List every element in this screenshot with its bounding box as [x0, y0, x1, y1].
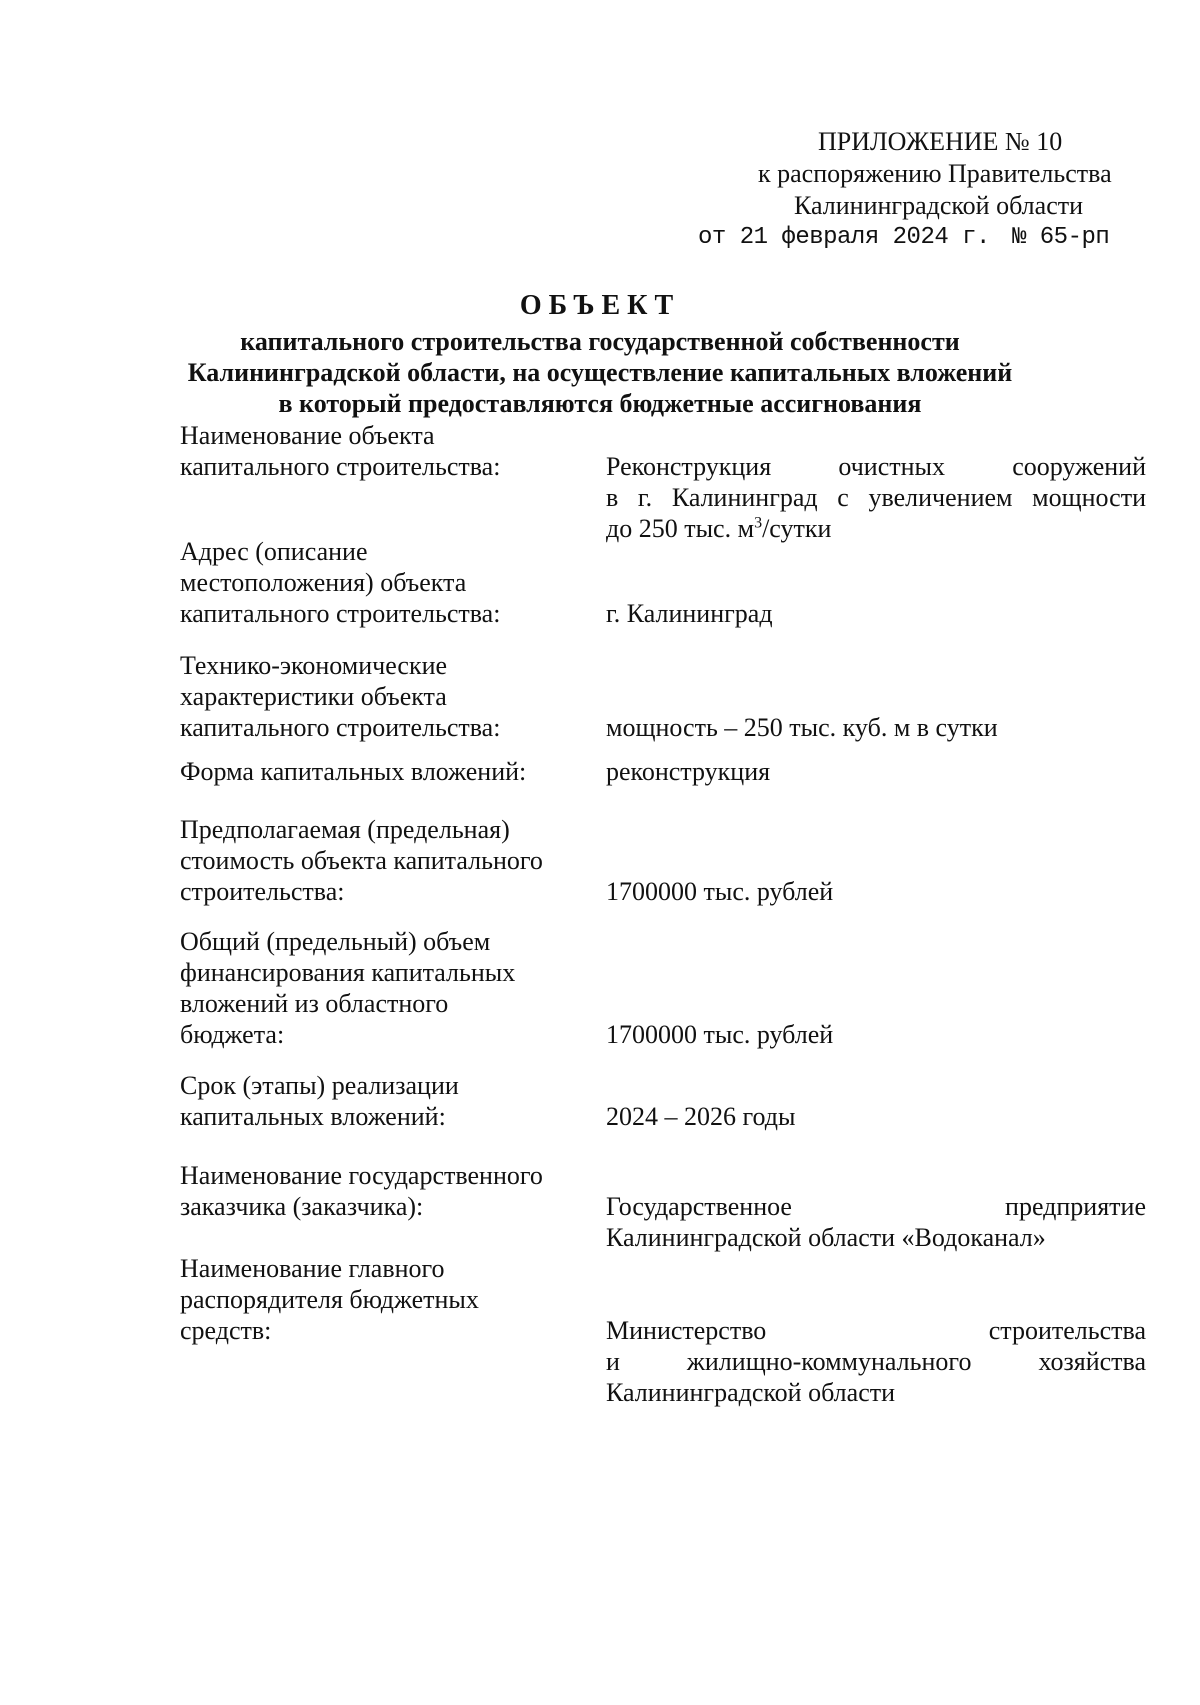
title-line-2: Калининградской области, на осуществление капитальных вложений [187, 358, 1013, 387]
field-value: реконструкция [606, 757, 771, 786]
appendix-date-number [698, 222, 1150, 254]
field-value: 1700000 тыс. рублей [606, 1020, 834, 1049]
appendix-header [660, 126, 1150, 254]
appendix-order-ref: к распоряжению Правительства [758, 159, 1112, 188]
field-value: мощность – 250 тыс. куб. м в сутки [606, 713, 998, 742]
field-label: Наименование государственного заказчика (заказчика): [180, 1161, 543, 1221]
field-value: Министерство строительства и жилищно-коммунального хозяйства Калининградской области [606, 1316, 1146, 1407]
title-line-3: в который предоставляются бюджетные ассигнования [278, 389, 922, 418]
field-value: г. Калининград [606, 599, 773, 628]
field-value: Реконструкция очистных сооружений в г. Калининград с увеличением мощности до 250 тыс. $м^3$/сутки [606, 452, 1146, 543]
field-label: Наименование объекта капитального строительства: [180, 421, 501, 481]
field-value: 2024 – 2026 годы [606, 1102, 796, 1131]
appendix-region: Калининградской области [794, 191, 1084, 220]
appendix-title: ПРИЛОЖЕНИЕ № 10 [818, 127, 1063, 156]
field-label: Адрес (описание местоположения) объекта капитального строительства: [180, 537, 501, 628]
title-main: ОБЪЕКТ [519, 290, 681, 321]
field-label: Срок (этапы) реализации капитальных вложений: [180, 1071, 459, 1131]
order-number: № 65-рп [1011, 224, 1110, 251]
document-title [0, 286, 1200, 419]
field-label: Общий (предельный) объем финансирования капитальных вложений из областного бюджета: [180, 927, 516, 1049]
field-value: 1700000 тыс. рублей [606, 877, 834, 906]
field-value: Государственное предприятие Калининградской области «Водоканал» [606, 1192, 1146, 1252]
order-date: от 21 февраля 2024 г. [698, 224, 990, 251]
title-line-1: капитального строительства государственной собственности [240, 327, 960, 356]
field-label: Наименование главного распорядителя бюджетных средств: [180, 1254, 479, 1345]
field-label: Технико-экономические характеристики объекта капитального строительства: [180, 651, 501, 742]
field-label: Предполагаемая (предельная) стоимость объекта капитального строительства: [180, 815, 543, 906]
field-label: Форма капитальных вложений: [180, 757, 527, 786]
